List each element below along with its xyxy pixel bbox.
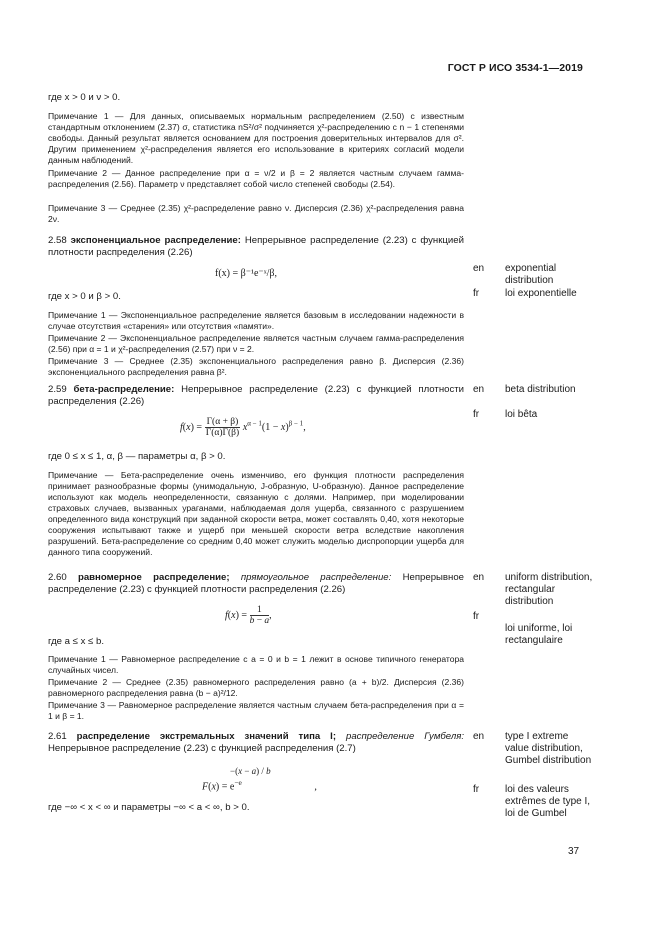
lang-fr: fr [473, 409, 480, 420]
uniform-note-2: Примечание 2 — Среднее (2.35) равномерного распределения равно (a + b)/2. Дисперсия (2.36) равномерного распределения равна (b − a)²/12. [48, 677, 464, 698]
lang-fr: fr [473, 784, 480, 795]
formula-gumbel: $F(x) = e^{-e}$ , [202, 778, 317, 793]
lang-en: en [473, 572, 485, 583]
term-fr: loi bêta [505, 409, 538, 420]
where-2-59: где 0 ≤ x ≤ 1, α, β — параметры α, β > 0. [48, 451, 226, 462]
section-number: 2.58 [48, 235, 67, 246]
chi-note-3 [48, 203, 464, 225]
chi-note-2 [48, 168, 464, 190]
formula-exponential: f(x) = β⁻¹e⁻ˣ/β, [215, 268, 277, 279]
chi-note-1-text: Примечание 1 — Для данных, описываемых нормальным распределением (2.50) с известным стандартным отклонением (2.37) σ, статистика nS²/σ² подчиняется χ²-распределению с n − 1 степенями свободы. Данный результат является основанием для построения доверительных интервалов для σ². Другим применением χ²-распределения является его использование в критериях согласий модели данным наблюдений. [48, 111, 464, 165]
standard-header: ГОСТ Р ИСО 3534-1—2019 [447, 62, 583, 74]
definition: Непрерывное распределение (2.23) с функцией распределения (2.7) [48, 743, 356, 755]
intro-where: где x > 0 и ν > 0. [48, 92, 121, 103]
lang-en: en [473, 263, 485, 274]
term-fr: loi des valeurs extrêmes de type I, loi de Gumbel [505, 784, 591, 819]
term-en: exponential distribution [505, 263, 557, 286]
synonym-gumbel: распределение Гумбеля: [345, 731, 465, 742]
definition: Непрерывное распределение (2.23) с функцией плотности распределения (2.26) [48, 235, 464, 259]
definition: Непрерывное распределение (2.23) с функцией плотности распределения (2.26) [48, 572, 464, 596]
exp-note-3: Примечание 3 — Среднее (2.35) экспоненциального распределения равно β. Дисперсия (2.36) экспоненциального распределения равна β². [48, 356, 464, 377]
chi-note-3-text: Примечание 3 — Среднее (2.35) χ²-распределение равно ν. Дисперсия (2.36) χ²-распределения равна 2ν. [48, 203, 464, 224]
formula-beta: f(x) = $\frac{\Gamma(\alpha + \beta)}{\Gamma(\alpha)\Gamma(\beta)}$ $x^{\alpha - 1}(1 - x)^{\beta - 1}$, [180, 417, 306, 438]
formula-uniform: f(x) = $\frac{1}{b - a}$ , [225, 605, 272, 626]
term-extreme-value: распределение экстремальных значений типа I; [76, 731, 337, 742]
lang-fr: fr [473, 611, 480, 622]
exp-note-2: Примечание 2 — Экспоненциальное распределение является частным случаем гамма-распределения (2.56) при α = 1 и χ²-распределения (2.57) при ν = 2. [48, 333, 464, 354]
section-2-59 [48, 384, 464, 409]
term-en: beta distribution [505, 384, 576, 395]
exp-note-1: Примечание 1 — Экспоненциальное распределение является базовым в исследовании надежности в случае отсутствия «старения» или отсутствия «памяти». [48, 310, 464, 331]
lang-en: en [473, 731, 485, 742]
term-fr: loi uniforme, loi rectangulaire [505, 623, 573, 646]
term-uniform: равномерное распределение; [77, 572, 230, 583]
section-number: 2.59 [48, 384, 67, 395]
term-en: uniform distribution, rectangular distribution [505, 572, 593, 607]
term-beta: бета-распределение: [73, 384, 175, 395]
formula-gumbel-exponent: −(x − a) / b [230, 766, 271, 776]
where-2-61: где −∞ < x < ∞ и параметры −∞ < a < ∞, b > 0. [48, 802, 250, 813]
term-exponential: экспоненциальное распределение: [70, 235, 241, 246]
synonym-rectangular: прямоугольное распределение: [240, 572, 392, 583]
chi-note-1 [48, 111, 464, 166]
section-2-60 [48, 572, 464, 597]
chi-note-2-text: Примечание 2 — Данное распределение при α = ν/2 и β = 2 является частным случаем гамма-распределения (2.56). Параметр ν представляет собой число степеней свободы (2.54). [48, 168, 464, 189]
section-number: 2.61 [48, 731, 67, 742]
beta-note: Примечание — Бета-распределение очень изменчиво, его функция плотности распределения принимает разнообразные формы (унимодальную, J-образную, U-образную). Данное распределение используют как модель неопределенности, связанную с долями. Например, при моделировании страховых случаев, вызванных ураганами, наблюдаемая доля ущерба, связанного с разрушением определенного вида конструкций при заданной скорости ветра, может составлять 0,40, хотя некоторые сооружения испытывают также и ущерб при меньшей скорости ветра вследствие накопления разрушений. Бета-распределение со средним 0,40 может служить моделью диспропорции ущерба для данного типа сооружений. [48, 470, 464, 557]
lang-fr: fr [473, 288, 480, 299]
uniform-note-3: Примечание 3 — Равномерное распределение является частным случаем бета-распределения при α = 1 и β = 1. [48, 700, 464, 721]
term-fr: loi exponentielle [505, 288, 577, 299]
page-number: 37 [568, 846, 580, 857]
where-2-58: где x > 0 и β > 0. [48, 291, 121, 302]
section-2-58 [48, 235, 464, 260]
uniform-note-1: Примечание 1 — Равномерное распределение с a = 0 и b = 1 лежит в основе типичного генератора случайных чисел. [48, 654, 464, 675]
section-number: 2.60 [48, 572, 67, 583]
lang-en: en [473, 384, 485, 395]
definition: Непрерывное распределение (2.23) с функцией плотности распределения (2.26) [48, 384, 465, 408]
where-2-60: где a ≤ x ≤ b. [48, 636, 104, 647]
term-en: type I extreme value distribution, Gumbel distribution [505, 731, 592, 766]
section-2-61 [48, 731, 464, 756]
